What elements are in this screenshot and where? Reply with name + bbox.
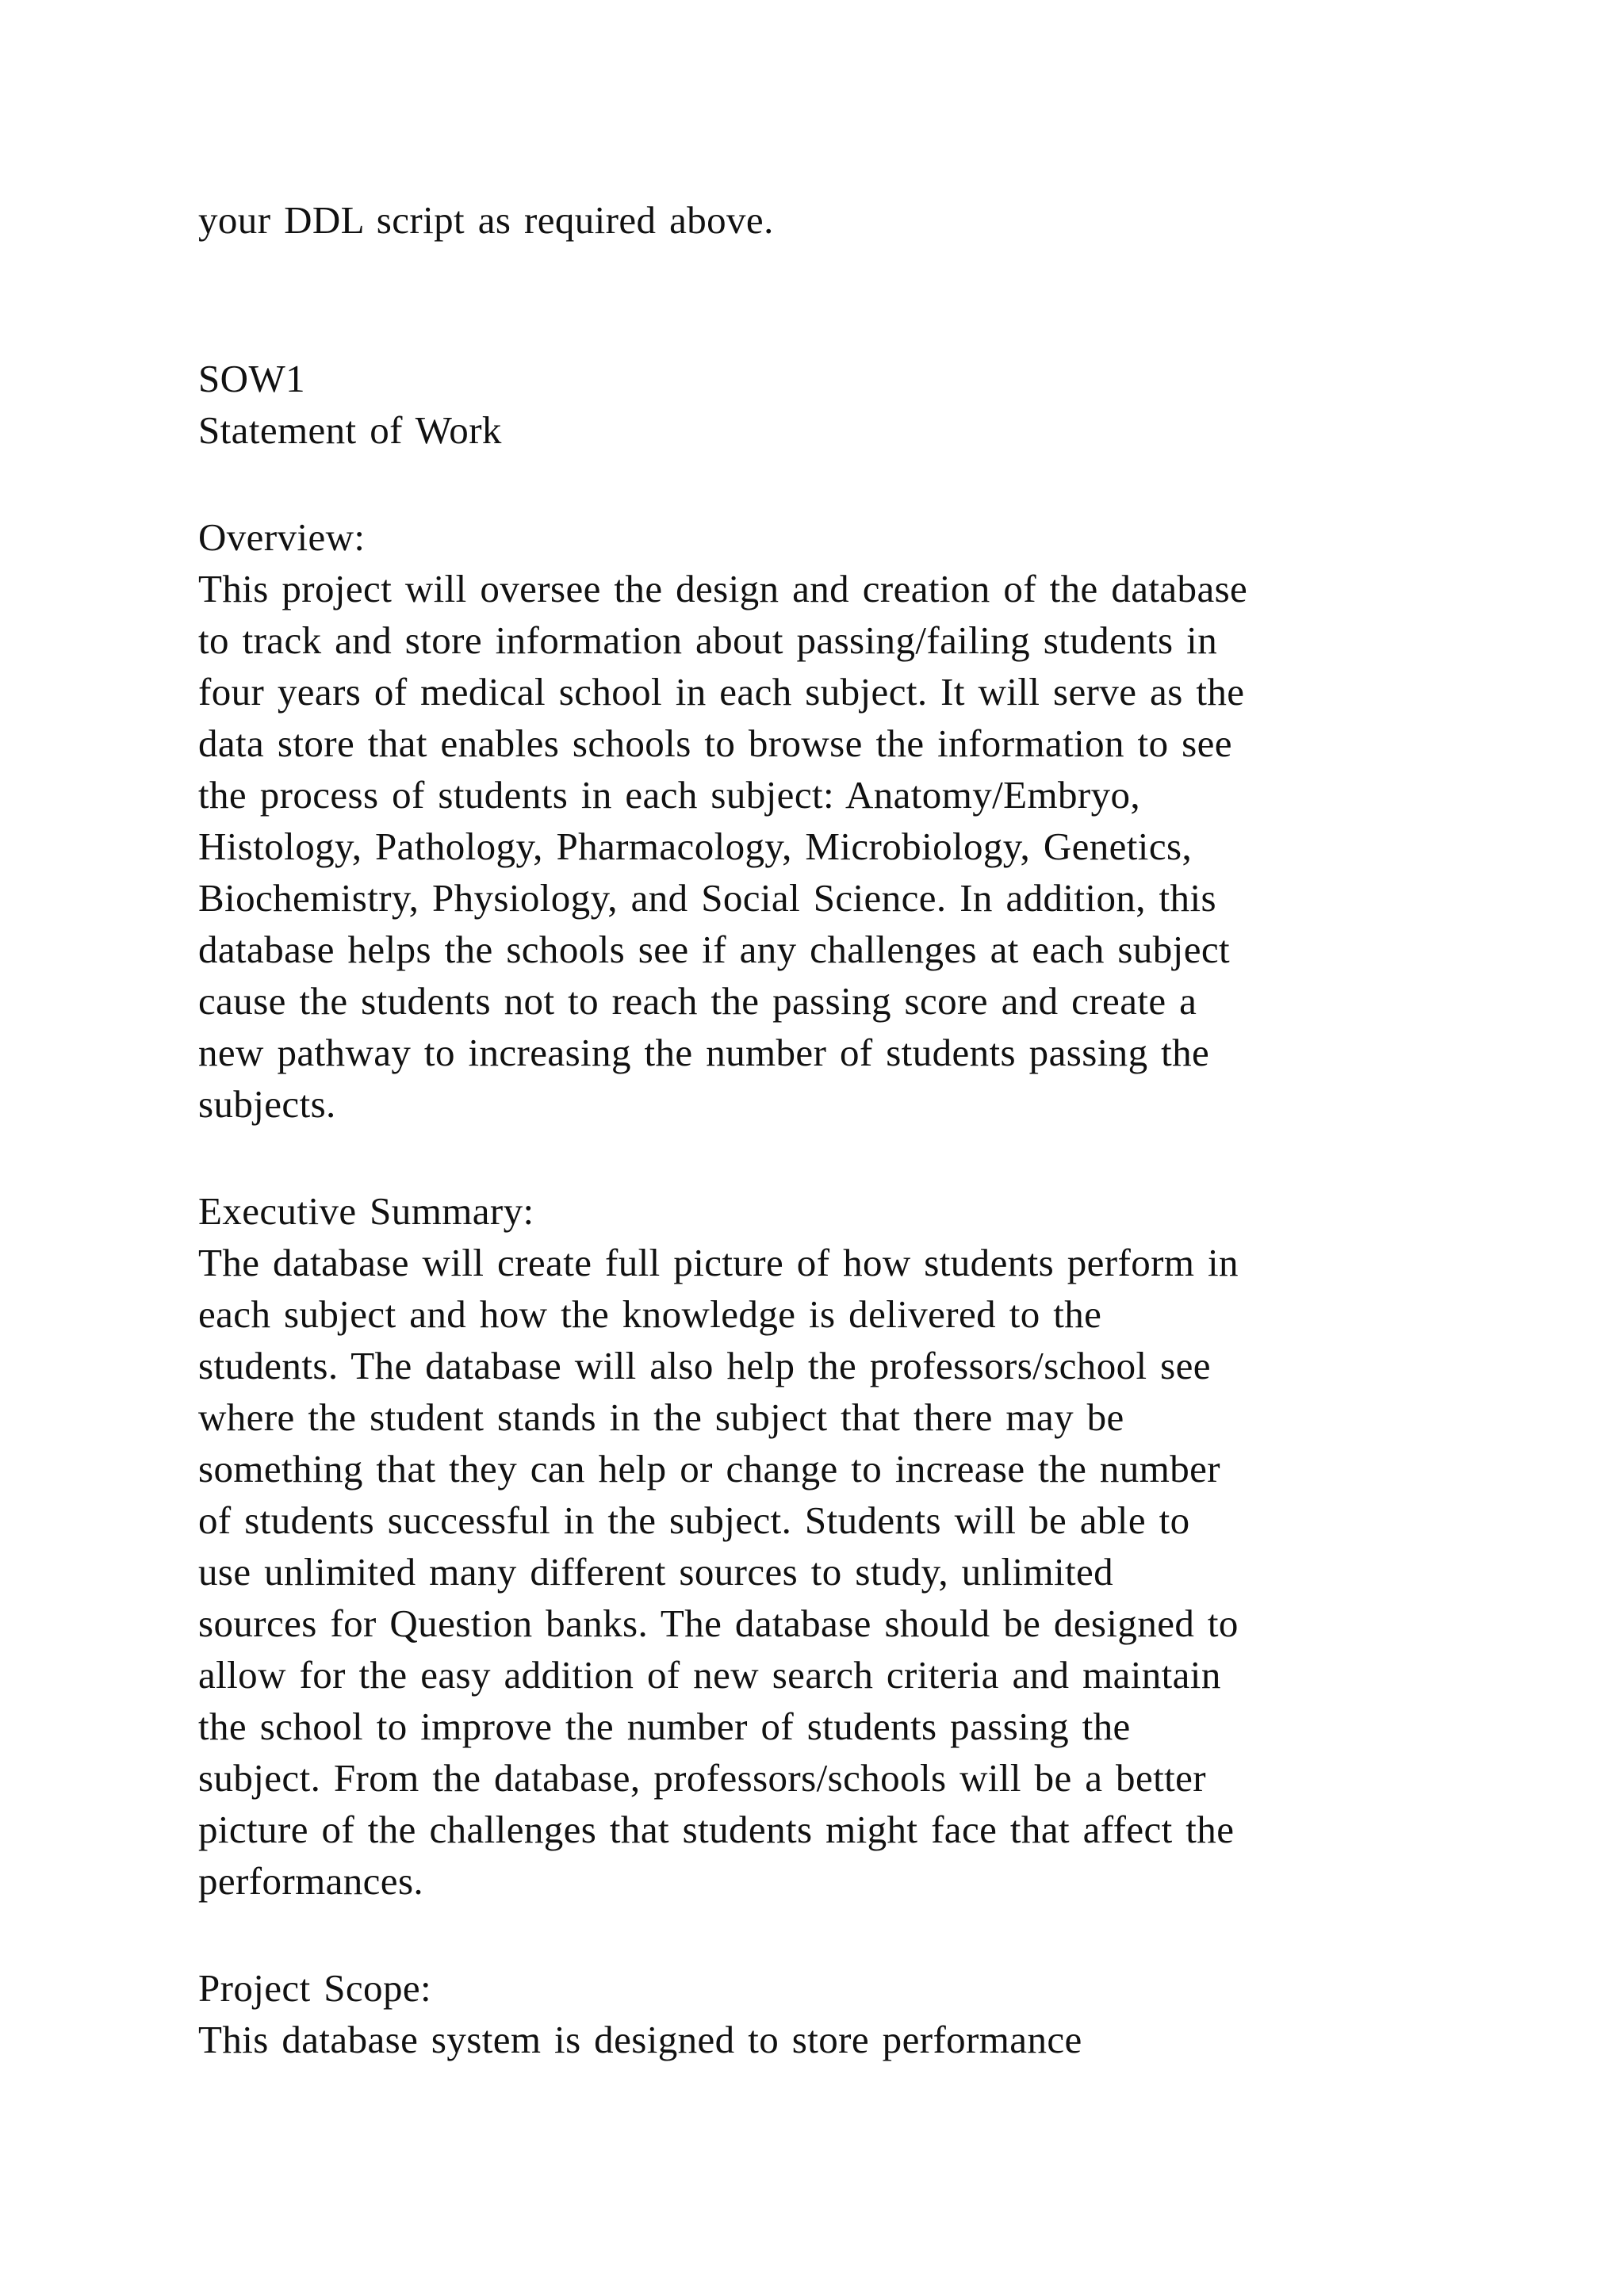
spacer <box>198 1907 1499 1962</box>
paragraph-line: subjects. <box>198 1082 336 1126</box>
intro-line: your DDL script as required above. <box>198 198 774 242</box>
spacer <box>198 246 1499 353</box>
paragraph-line: the school to improve the number of students passing the <box>198 1705 1131 1748</box>
paragraph-line: Histology, Pathology, Pharmacology, Microbiology, Genetics, <box>198 825 1193 868</box>
paragraph-line: The database will create full picture of how students perform in <box>198 1241 1239 1284</box>
paragraph-line: four years of medical school in each subject. It will serve as the <box>198 670 1245 714</box>
paragraph-line: performances. <box>198 1859 424 1903</box>
paragraph-line: database helps the schools see if any challenges at each subject <box>198 928 1231 971</box>
paragraph-line: cause the students not to reach the passing score and create a <box>198 979 1197 1023</box>
executive-summary-paragraph <box>198 1237 1499 1907</box>
overview-paragraph <box>198 563 1499 1130</box>
paragraph-line: use unlimited many different sources to study, unlimited <box>198 1550 1114 1594</box>
paragraph-line: the process of students in each subject: Anatomy/Embryo, <box>198 773 1141 817</box>
overview-heading: Overview: <box>198 515 366 559</box>
spacer <box>198 1130 1499 1185</box>
paragraph-line: data store that enables schools to browse the information to see <box>198 721 1232 765</box>
paragraph-line: of students successful in the subject. Students will be able to <box>198 1498 1190 1542</box>
paragraph-line: This project will oversee the design and creation of the database <box>198 567 1248 610</box>
paragraph-line: This database system is designed to store performance <box>198 2018 1082 2061</box>
document-body <box>198 194 1499 2065</box>
project-scope-paragraph <box>198 2014 1499 2065</box>
paragraph-line: to track and store information about passing/failing students in <box>198 618 1218 662</box>
paragraph-line: subject. From the database, professors/schools will be a better <box>198 1756 1207 1800</box>
spacer <box>198 456 1499 511</box>
executive-summary-heading: Executive Summary: <box>198 1189 534 1233</box>
paragraph-line: something that they can help or change to increase the number <box>198 1447 1220 1490</box>
paragraph-line: picture of the challenges that students might face that affect the <box>198 1808 1235 1851</box>
document-title: Statement of Work <box>198 408 502 452</box>
paragraph-line: new pathway to increasing the number of students passing the <box>198 1031 1210 1074</box>
paragraph-line: students. The database will also help the professors/school see <box>198 1344 1211 1387</box>
project-scope-heading: Project Scope: <box>198 1966 432 2010</box>
document-code: SOW1 <box>198 357 305 400</box>
paragraph-line: Biochemistry, Physiology, and Social Science. In addition, this <box>198 876 1216 920</box>
paragraph-line: allow for the easy addition of new search criteria and maintain <box>198 1653 1221 1697</box>
paragraph-line: where the student stands in the subject that there may be <box>198 1395 1124 1439</box>
paragraph-line: each subject and how the knowledge is delivered to the <box>198 1292 1102 1336</box>
paragraph-line: sources for Question banks. The database should be designed to <box>198 1601 1239 1645</box>
